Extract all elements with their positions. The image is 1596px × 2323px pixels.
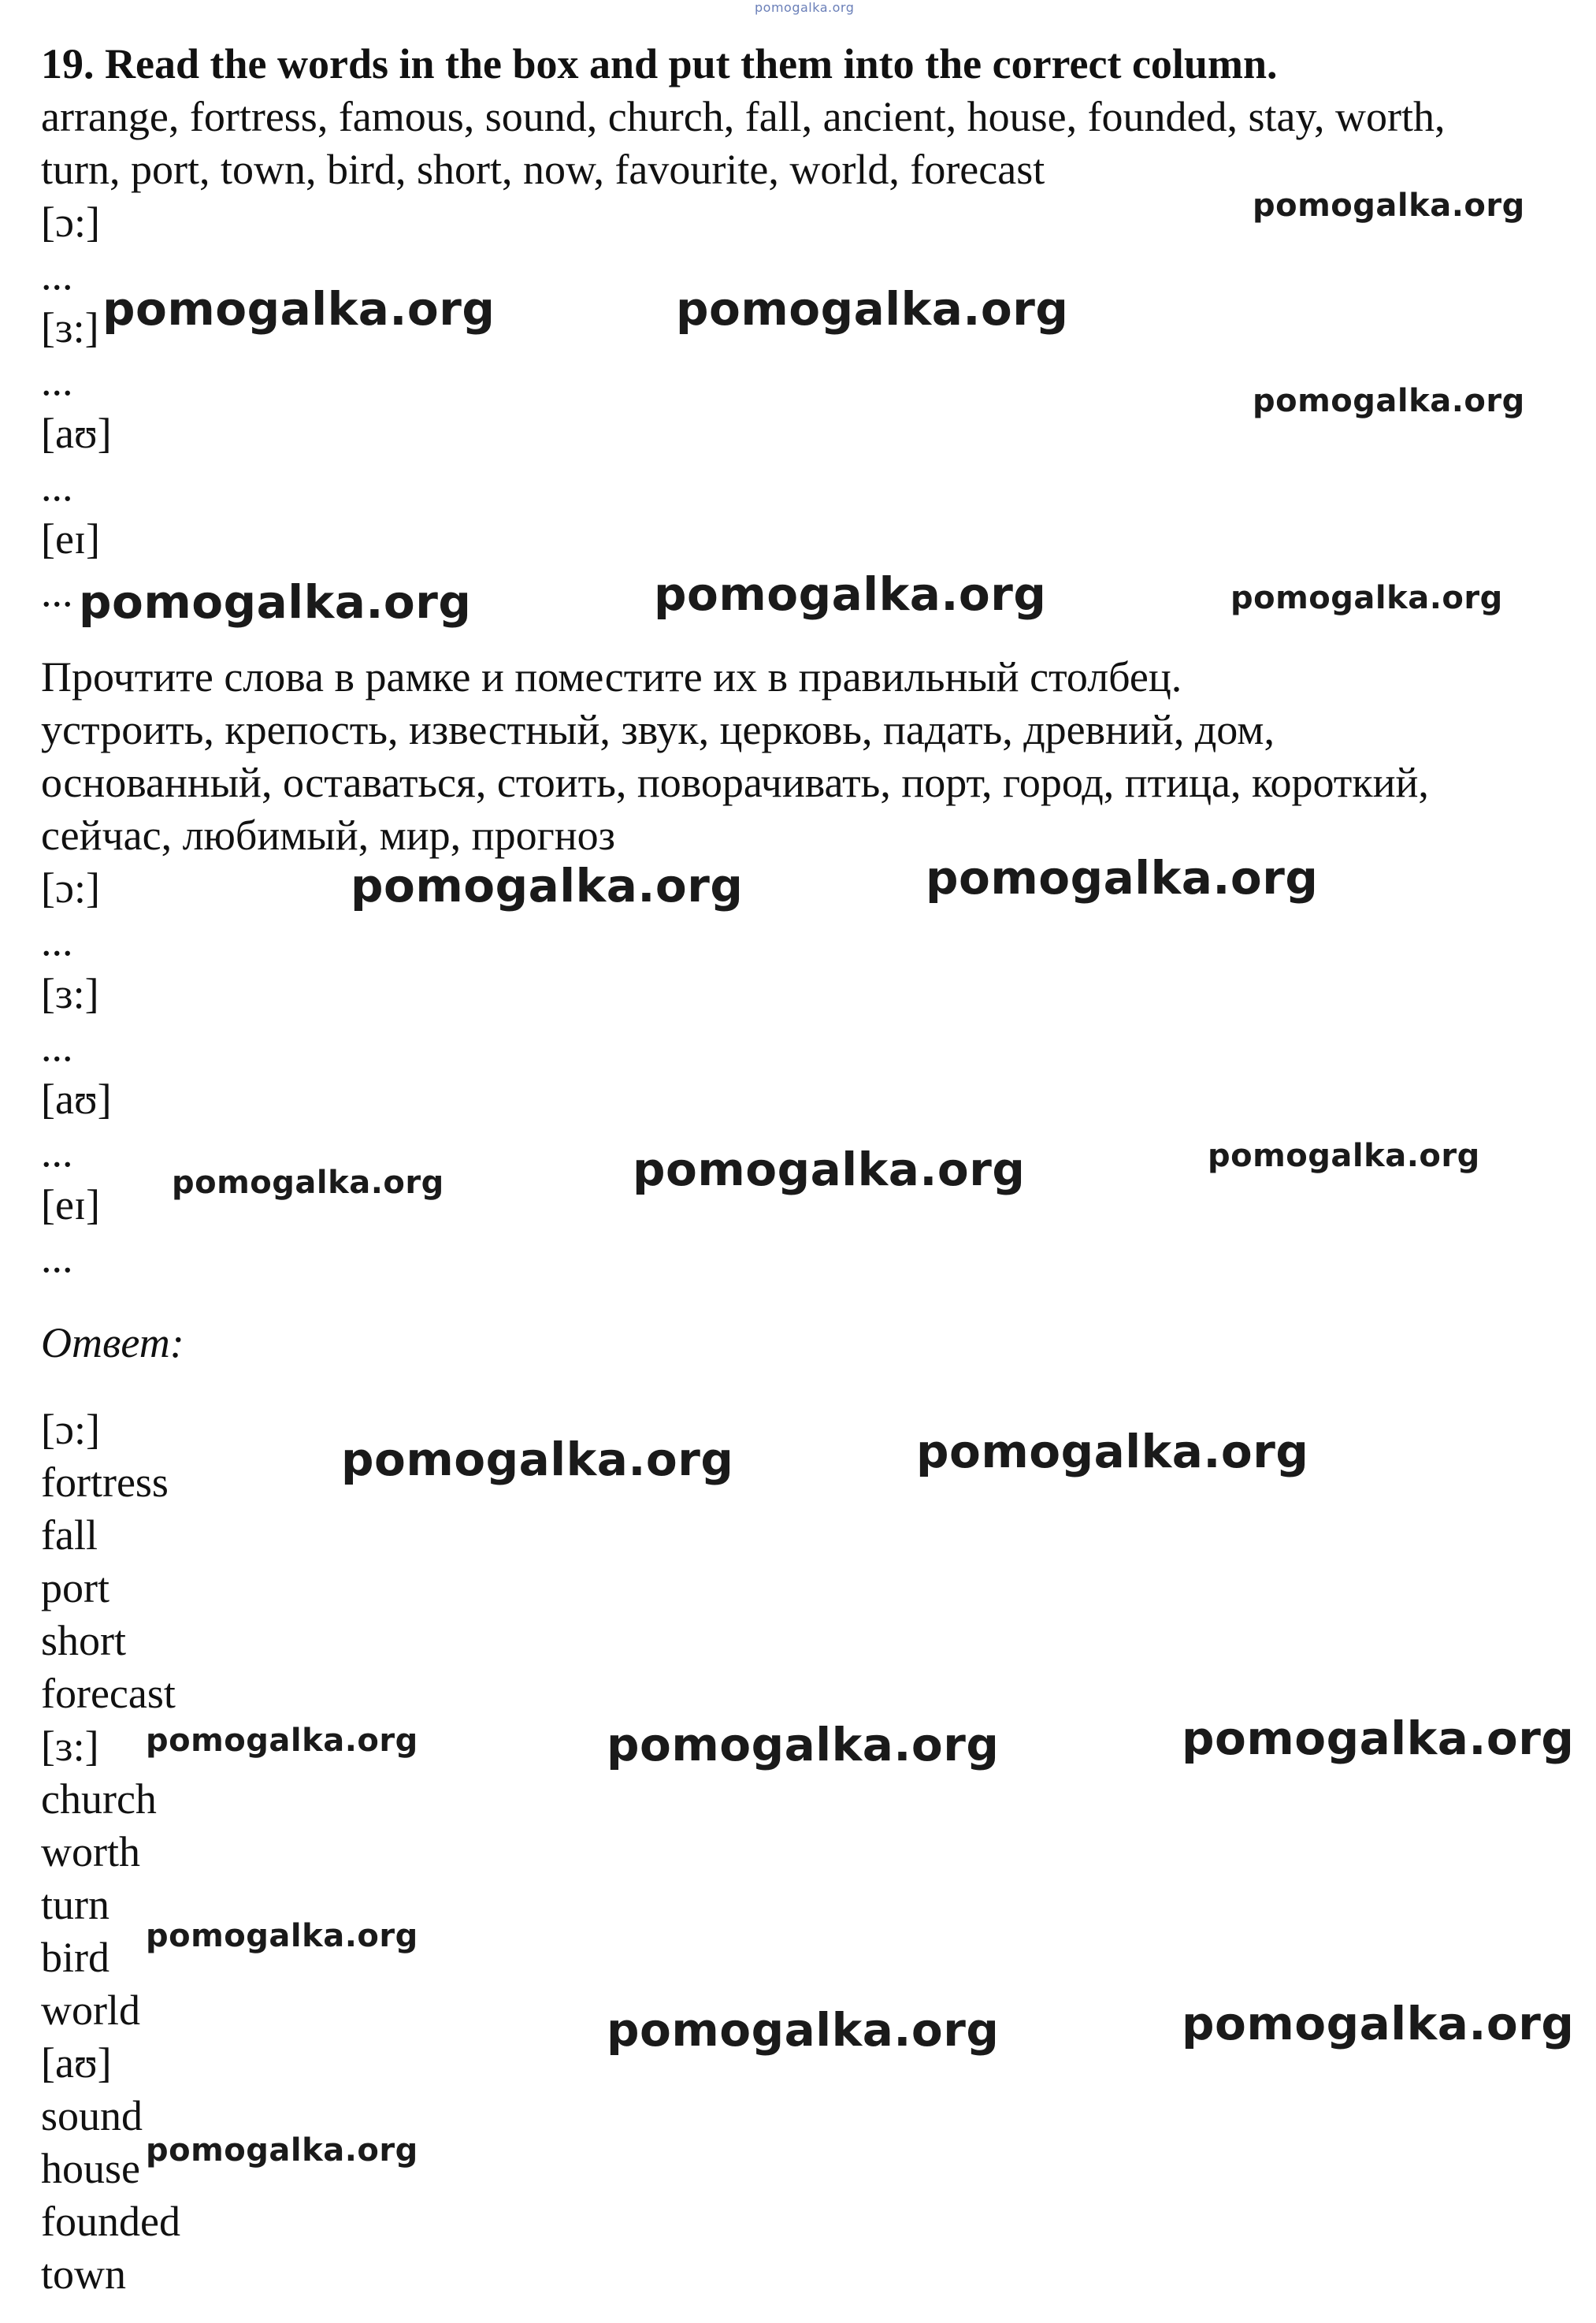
watermark: pomogalka.org — [351, 859, 744, 912]
translation-words-line-2: основанный, оставаться, стоить, поворачивать, порт, город, птица, короткий, — [41, 759, 1429, 806]
exercise-column-placeholder: ... — [41, 251, 73, 299]
answer-word: short — [41, 1617, 126, 1664]
exercise-column-placeholder: ... — [41, 568, 73, 615]
answer-word: port — [41, 1564, 109, 1611]
watermark: pomogalka.org — [146, 1918, 418, 1954]
watermark: pomogalka.org — [916, 1425, 1309, 1478]
watermark: pomogalka.org — [607, 1718, 1000, 1771]
watermark: pomogalka.org — [102, 282, 496, 336]
watermark: pomogalka.org — [172, 1165, 444, 1201]
watermark: pomogalka.org — [341, 1433, 734, 1486]
watermark: pomogalka.org — [1182, 1712, 1575, 1765]
answer-word: world — [41, 1987, 140, 2034]
translation-words-line-1: устроить, крепость, известный, звук, церковь, падать, древний, дом, — [41, 706, 1275, 753]
watermark: pomogalka.org — [607, 2003, 1000, 2057]
exercise-column-sound: [eɪ] — [41, 515, 100, 563]
exercise-title: 19. Read the words in the box and put them into the correct column. — [41, 40, 1278, 87]
translation-column-placeholder: ... — [41, 1023, 73, 1070]
translation-column-sound: [ɜ:] — [41, 970, 99, 1017]
exercise-column-placeholder: ... — [41, 463, 73, 510]
translation-column-placeholder: ... — [41, 1234, 73, 1281]
watermark: pomogalka.org — [676, 282, 1069, 336]
exercise-column-placeholder: ... — [41, 357, 73, 404]
answer-word: fall — [41, 1511, 98, 1559]
translation-words-line-3: сейчас, любимый, мир, прогноз — [41, 812, 615, 859]
watermark: pomogalka.org — [633, 1143, 1026, 1196]
answer-group-sound: [ɔ:] — [41, 1406, 100, 1453]
translation-column-sound: [aʊ] — [41, 1076, 112, 1123]
exercise-column-sound: [aʊ] — [41, 410, 112, 457]
answer-word: worth — [41, 1828, 140, 1875]
exercise-words-line-1: arrange, fortress, famous, sound, church, fall, ancient, house, founded, stay, worth, — [41, 93, 1446, 140]
translation-instruction: Прочтите слова в рамке и поместите их в правильный столбец. — [41, 653, 1182, 701]
answer-word: forecast — [41, 1670, 176, 1717]
translation-column-sound: [ɔ:] — [41, 864, 100, 912]
answer-word: turn — [41, 1881, 109, 1928]
translation-column-placeholder: ... — [41, 917, 73, 965]
watermark: pomogalka.org — [654, 567, 1047, 621]
exercise-column-sound: [ɔ:] — [41, 199, 100, 246]
answer-word: fortress — [41, 1459, 169, 1506]
answer-group-sound: [ɜ:] — [41, 1723, 99, 1770]
watermark: pomogalka.org — [1230, 580, 1503, 616]
exercise-column-sound: [ɜ:] — [41, 304, 99, 351]
watermark: pomogalka.org — [1208, 1138, 1480, 1174]
translation-column-sound: [eɪ] — [41, 1181, 100, 1228]
answer-word: sound — [41, 2092, 143, 2139]
watermark: pomogalka.org — [146, 1723, 418, 1759]
answer-word: house — [41, 2145, 140, 2192]
answer-word: bird — [41, 1934, 109, 1981]
watermark-top: pomogalka.org — [755, 0, 855, 15]
watermark: pomogalka.org — [1253, 188, 1525, 224]
answer-group-sound: [aʊ] — [41, 2039, 112, 2087]
watermark: pomogalka.org — [79, 575, 472, 629]
watermark: pomogalka.org — [146, 2132, 418, 2169]
exercise-words-line-2: turn, port, town, bird, short, now, favourite, world, forecast — [41, 146, 1045, 193]
watermark: pomogalka.org — [1182, 1997, 1575, 2050]
answer-label: Ответ: — [41, 1319, 184, 1366]
answer-word: town — [41, 2251, 126, 2298]
translation-column-placeholder: ... — [41, 1128, 73, 1176]
answer-word: founded — [41, 2198, 180, 2245]
watermark: pomogalka.org — [1253, 383, 1525, 419]
watermark: pomogalka.org — [926, 851, 1319, 905]
answer-word: church — [41, 1775, 157, 1823]
